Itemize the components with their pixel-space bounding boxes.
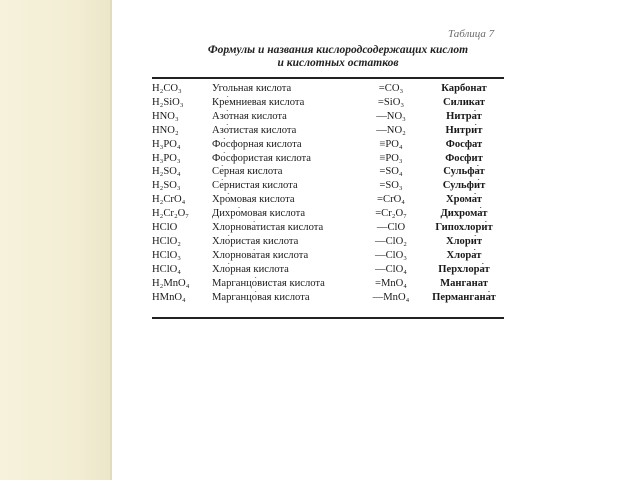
table-row — [152, 291, 504, 305]
table-row — [152, 138, 504, 152]
table-title — [138, 44, 538, 70]
acid-name: Дихро́мовая кислота — [212, 208, 306, 220]
table-row — [152, 165, 504, 179]
table-label: Таблица 7 — [448, 28, 495, 40]
salt-name: Манганат — [440, 277, 488, 289]
table-row — [152, 82, 504, 96]
acid-formula: HMnO₄ — [152, 291, 186, 303]
salt-name: Перхлора́т — [438, 263, 490, 275]
acid-residue: —ClO₄ — [375, 263, 407, 275]
acid-formula: H₂CrO₄ — [152, 194, 186, 206]
table-row — [152, 124, 504, 138]
table-row — [152, 152, 504, 166]
acids-table-body — [152, 82, 504, 305]
acid-name: Хлорнова́тая кислота — [212, 249, 309, 261]
left-decorative-band — [0, 0, 112, 480]
salt-name: Хлора́т — [446, 249, 482, 261]
salt-name: Хлори́т — [445, 235, 483, 247]
acid-name: Угольная кислота — [212, 83, 292, 94]
table-top-rule — [152, 77, 504, 79]
salt-name: Фосфат — [445, 138, 483, 150]
salt-name: Нитра́т — [446, 110, 482, 122]
acid-name: Хло́ристая кислота — [212, 235, 299, 247]
acid-residue: ≡PO₃ — [379, 152, 403, 164]
salt-name: Пермангана́т — [432, 291, 496, 303]
table-row — [152, 179, 504, 193]
table-row — [152, 96, 504, 110]
salt-name: Сульфа́т — [443, 166, 485, 178]
acid-residue: =SiO₃ — [377, 96, 405, 108]
table-row — [152, 235, 504, 249]
title-line-2: и кислотных остатков — [277, 57, 399, 69]
acid-residue: —ClO₃ — [375, 249, 407, 261]
acid-name: Кре́мниевая кислота — [212, 96, 305, 108]
acid-residue: —ClO₂ — [375, 235, 407, 247]
acid-formula: HNO₂ — [152, 124, 179, 136]
acid-formula: H₂SiO₃ — [152, 96, 184, 108]
table-row — [152, 277, 504, 291]
acid-residue: =CrO₄ — [377, 194, 405, 206]
acid-formula: H₂Cr₂O₇ — [152, 208, 189, 220]
table-row — [152, 249, 504, 263]
table-row — [152, 263, 504, 277]
acid-name: Азо́тная кислота — [212, 110, 287, 122]
acid-residue: =SO₄ — [379, 166, 403, 178]
acid-formula: HNO₃ — [152, 110, 179, 122]
acid-residue: —ClO — [376, 222, 406, 234]
acid-name: Фо́сфористая кислота — [212, 152, 311, 164]
acid-formula: H₂MnO₄ — [152, 277, 190, 289]
acid-name: Фо́сфорная кислота — [212, 138, 302, 150]
salt-name: Нитри́т — [445, 124, 483, 136]
acid-formula: HClO₂ — [152, 235, 182, 247]
table-row — [152, 110, 504, 124]
salt-name: Гипохлори́т — [435, 222, 493, 234]
salt-name: Дихрома́т — [440, 208, 488, 220]
acid-name: Марганцо́вая кислота — [212, 291, 310, 303]
acid-residue: —NO₂ — [376, 124, 406, 136]
acid-name: Се́рная кислота — [212, 166, 283, 178]
table-bottom-rule — [152, 317, 504, 319]
acid-residue: —NO₃ — [376, 110, 406, 122]
acid-formula: H₃PO₃ — [152, 152, 181, 164]
acid-residue: =MnO₄ — [374, 277, 408, 289]
title-line-1: Формулы и названия кислородсодержащих кислот — [207, 44, 469, 56]
acid-formula: HClO₄ — [152, 263, 182, 275]
acid-formula: H₃PO₄ — [152, 138, 181, 150]
table-row — [152, 207, 504, 221]
acid-name: Марганцо́вистая кислота — [212, 277, 325, 289]
acid-residue: =SO₃ — [379, 180, 403, 192]
salt-name: Карбонат — [441, 83, 487, 94]
acid-name: Азо́тистая кислота — [212, 124, 297, 136]
acid-residue: =CO₃ — [378, 83, 404, 94]
acid-residue: ≡PO₄ — [379, 138, 403, 150]
acid-formula: H₂CO₃ — [152, 83, 182, 94]
salt-name: Сульфи́т — [442, 180, 486, 192]
acid-residue: =Cr₂O₇ — [375, 208, 407, 220]
acid-name: Хро́мовая кислота — [212, 194, 295, 206]
salt-name: Хрома́т — [445, 194, 482, 206]
acid-name: Хлорнова́тистая кислота — [212, 222, 324, 234]
acid-residue: —MnO₄ — [372, 291, 410, 303]
acid-formula: HClO — [152, 222, 178, 234]
acid-name: Хло́рная кислота — [212, 263, 289, 275]
table-row — [152, 221, 504, 235]
table-row — [152, 193, 504, 207]
salt-name: Фосфит — [445, 152, 483, 164]
acids-table — [152, 82, 504, 305]
acid-name: Се́рнистая кислота — [212, 180, 298, 192]
acid-formula: H₂SO₃ — [152, 180, 181, 192]
acid-formula: H₂SO₄ — [152, 166, 181, 178]
salt-name: Силикат — [443, 96, 485, 108]
acid-formula: HClO₃ — [152, 249, 182, 261]
